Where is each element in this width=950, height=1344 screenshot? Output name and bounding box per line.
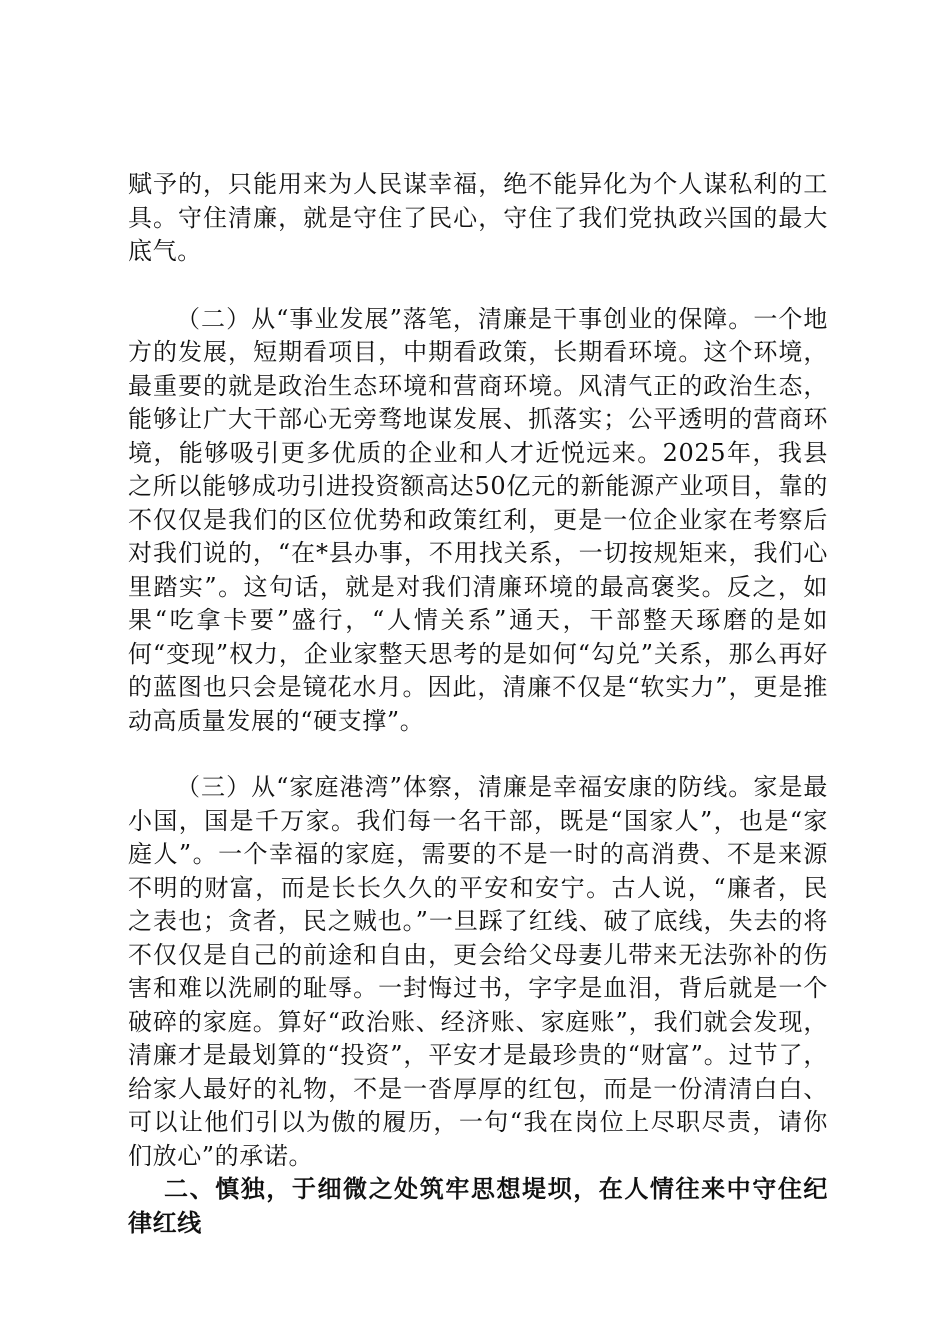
section-heading-2: 二、慎独，于细微之处筑牢思想堤坝，在人情往来中守住纪律红线 <box>128 1175 828 1237</box>
body-paragraph-family-harbor: （三）从“家庭港湾”体察，清廉是幸福安康的防线。家是最小国，国是千万家。我们每一名干部，既是“国家人”，也是“家庭人”。一个幸福的家庭，需要的不是一时的高消费、不是来源不明的财富，而是长长久久的平安和安宁。古人说，“廉者，民之表也；贪者，民之贼也。”一旦踩了红线、破了底线，失去的将不仅仅是自己的前途和自由，更会给父母妻儿带来无法弥补的伤害和难以洗刷的耻辱。一封悔过书，字字是血泪，背后就是一个破碎的家庭。算好“政治账、经济账、家庭账”，我们就会发现，清廉才是最划算的“投资”，平安才是最珍贵的“财富”。过节了，给家人最好的礼物，不是一沓厚厚的红包，而是一份清清白白、可以让他们引以为傲的履历，一句“我在岗位上尽职尽责，请你们放心”的承诺。 <box>128 773 828 1170</box>
body-paragraph-career-development: （二）从“事业发展”落笔，清廉是干事创业的保障。一个地方的发展，短期看项目，中期看政策，长期看环境。这个环境，最重要的就是政治生态环境和营商环境。风清气正的政治生态，能够让广大干部心无旁骛地谋发展、抓落实；公平透明的营商环境，能够吸引更多优质的企业和人才近悦远来。2025年，我县之所以能够成功引进投资额高达50亿元的新能源产业项目，靠的不仅仅是我们的区位优势和政策红利，更是一位企业家在考察后对我们说的，“在*县办事，不用找关系，一切按规矩来，我们心里踏实”。这句话，就是对我们清廉环境的最高褒奖。反之，如果“吃拿卡要”盛行，“人情关系”通天，干部整天琢磨的是如何“变现”权力，企业家整天思考的是如何“勾兑”关系，那么再好的蓝图也只会是镜花水月。因此，清廉不仅是“软实力”，更是推动高质量发展的“硬支撑”。 <box>128 304 828 735</box>
document-page <box>128 168 828 1240</box>
body-paragraph-continuation: 赋予的，只能用来为人民谋幸福，绝不能异化为个人谋私利的工具。守住清廉，就是守住了民心，守住了我们党执政兴国的最大底气。 <box>128 170 828 265</box>
